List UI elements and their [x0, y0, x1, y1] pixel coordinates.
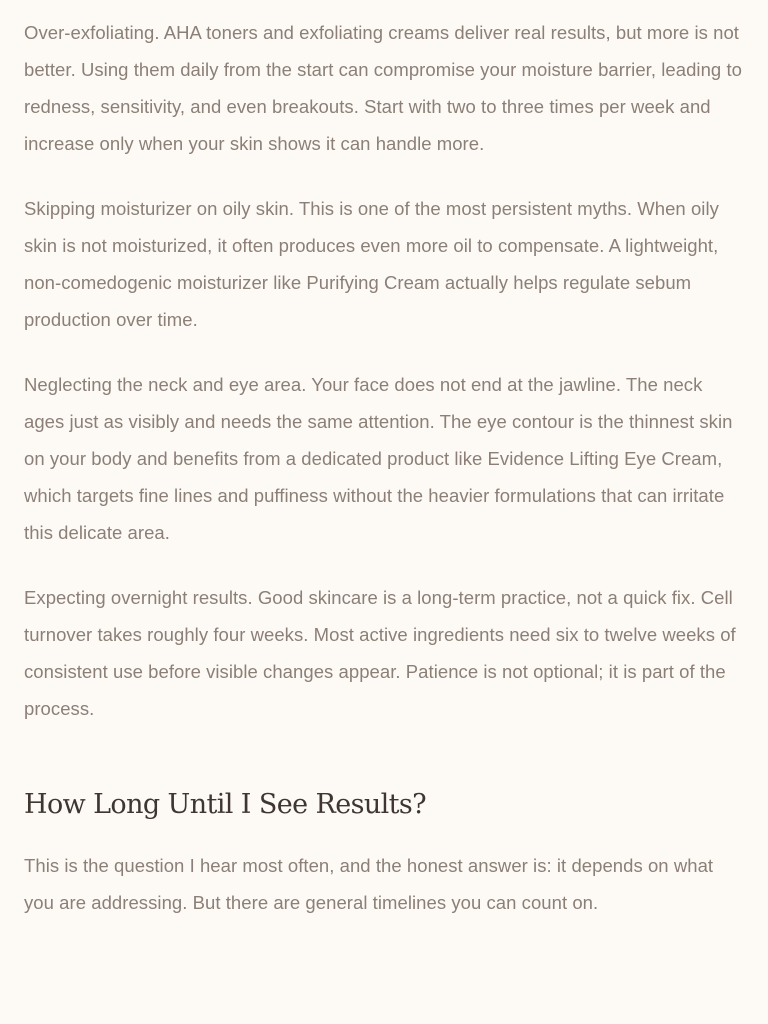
paragraph-overnight-results: Expecting overnight results. Good skincare is a long-term practice, not a quick fix. Cell turnover takes roughly four weeks. Most active ingredients need six to twelve weeks of consistent use before visible changes appear. Patience is not optional; it is part of the process. [24, 587, 736, 719]
paragraph-skipping-moisturizer: Skipping moisturizer on oily skin. This is one of the most persistent myths. When oily skin is not moisturized, it often produces even more oil to compensate. A lightweight, non-comedogenic moisturizer like Purifying Cream actually helps regulate sebum production over time. [24, 198, 719, 330]
paragraph-results-intro: This is the question I hear most often, and the honest answer is: it depends on what you are addressing. But there are general timelines you can count on. [24, 855, 714, 913]
paragraph-over-exfoliating: Over-exfoliating. AHA toners and exfoliating creams deliver real results, but more is not better. Using them daily from the start can compromise your moisture barrier, leading to redness, sensitivity, and even breakouts. Start with two to three times per week and increase only when your skin shows it can handle more. [24, 22, 742, 154]
paragraph-neck-and-eye-area: Neglecting the neck and eye area. Your face does not end at the jawline. The neck ages just as visibly and needs the same attention. The eye contour is the thinnest skin on your body and benefits from a dedicated product like Evidence Lifting Eye Cream, which targets fine lines and puffiness without the heavier formulations that can irritate this delicate area. [24, 374, 733, 543]
section-heading: How Long Until I See Results? [24, 789, 427, 820]
